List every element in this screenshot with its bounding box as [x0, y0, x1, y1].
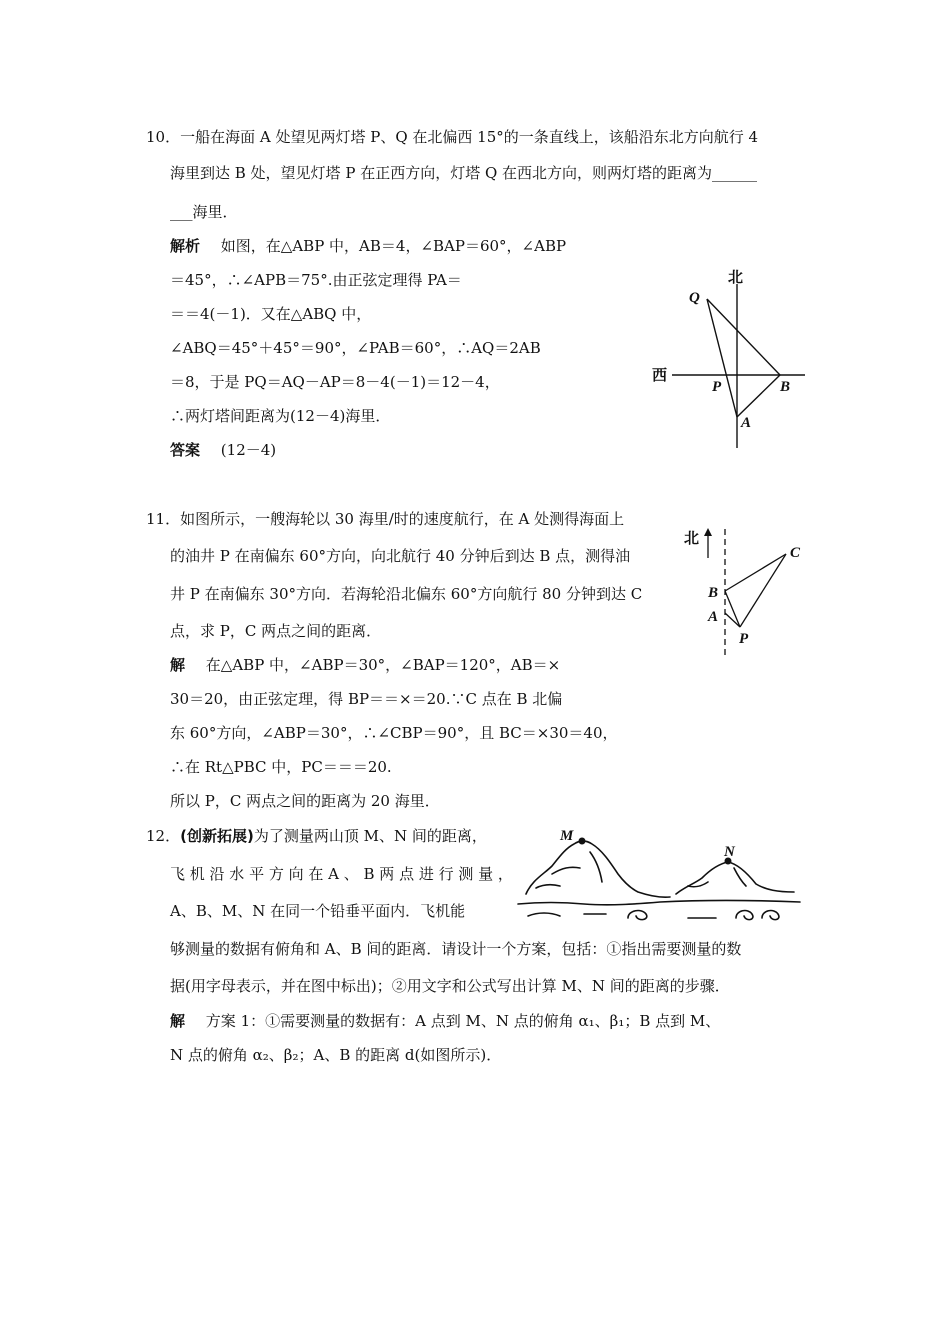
p11-line-4: 点，求 P，C 两点之间的距离．	[170, 622, 382, 640]
p11-solution-row-1	[170, 655, 560, 675]
p10-label-B: B	[780, 379, 791, 395]
p10-line-AB	[737, 375, 780, 417]
p10-line-QB	[707, 299, 780, 375]
p12-horizon-line	[518, 901, 800, 905]
p12-solution-row-1	[170, 1011, 720, 1031]
p11-solution-text-1: 在△ABP 中，∠ABP＝30°，∠BAP＝120°，AB＝×	[205, 656, 561, 674]
p11-line-2: 的油井 P 在南偏东 60°方向，向北航行 40 分钟后到达 B 点，测得油	[170, 547, 631, 565]
p12-point-M	[579, 838, 586, 845]
p10-answer-value: (12－4)	[220, 441, 277, 459]
p12-line-3: A、B、M、N 在同一个铅垂平面内．飞机能	[170, 902, 466, 920]
p12-line-1-text: 为了测量两山顶 M、N 间的距离，	[253, 827, 487, 845]
p10-line-QA	[707, 299, 737, 417]
p11-north-arrow-icon	[704, 528, 712, 536]
p10-answer-label: 答案	[170, 441, 201, 459]
p12-solution-label: 解	[170, 1012, 186, 1030]
p12-wave-6	[762, 911, 779, 920]
p11-line-CP	[740, 554, 786, 627]
p10-solution-row-1	[170, 236, 566, 256]
p12-line-5: 据(用字母表示，并在图中标出)；②用文字和公式写出计算 M、N 间的距离的步骤．	[170, 977, 730, 995]
p10-label-P: P	[712, 379, 722, 395]
p12-mountain-figure	[510, 822, 810, 927]
p10-solution-label: 解析	[170, 237, 201, 255]
p11-line-BP	[725, 591, 740, 627]
p12-mountain-M-ridge-2	[590, 852, 602, 882]
p12-tag: (创新拓展)	[180, 827, 254, 845]
p11-label-A: A	[708, 609, 719, 625]
p10-solution-text-4: ∠ABQ＝45°＋45°＝90°，∠PAB＝60°，∴AQ＝2AB	[170, 339, 541, 357]
p11-figure	[678, 523, 813, 663]
p12-line-1	[146, 826, 487, 846]
p12-number: 12．	[146, 827, 181, 845]
p10-label-Q: Q	[689, 290, 700, 306]
p12-wave-5	[736, 911, 753, 920]
p10-solution-text-2: ＝45°，∴∠APB＝75°.由正弦定理得 PA＝	[170, 271, 462, 289]
p12-label-M: M	[560, 828, 574, 844]
p12-solution-text-2: N 点的俯角 α₂、β₂；A、B 的距离 d(如图所示)．	[170, 1046, 502, 1064]
p11-label-north: 北	[684, 529, 700, 547]
p11-solution-text-3: 东 60°方向，∠ABP＝30°，∴∠CBP＝90°，且 BC＝×30＝40，	[170, 724, 618, 742]
p10-line-1: 10．一船在海面 A 处望见两灯塔 P、Q 在北偏西 15°的一条直线上，该船沿东北方向航行 4	[146, 128, 759, 146]
p10-solution-text-5: ＝8，于是 PQ＝AQ－AP＝8－4(－1)＝12－4，	[170, 373, 500, 391]
p12-wave-3	[628, 911, 647, 920]
p11-line-1: 11．如图所示，一艘海轮以 30 海里/时的速度航行，在 A 处测得海面上	[146, 510, 625, 528]
p11-solution-text-4: ∴在 Rt△PBC 中，PC＝＝＝20.	[170, 758, 392, 776]
p12-label-N: N	[724, 844, 735, 860]
p10-figure	[640, 262, 820, 452]
p12-wave-1	[528, 913, 560, 916]
p10-label-west: 西	[652, 366, 668, 384]
p12-solution-text-1: 方案 1：①需要测量的数据有：A 点到 M、N 点的俯角 α₁、β₁；B 点到 M、	[205, 1012, 721, 1030]
p11-line-BC	[725, 554, 786, 591]
p12-mountain-N-outline	[676, 862, 794, 894]
p10-label-A: A	[741, 415, 752, 431]
p12-line-4: 够测量的数据有俯角和 A、B 间的距离．请设计一个方案，包括：①指出需要测量的数	[170, 940, 742, 958]
p11-label-B: B	[708, 585, 719, 601]
p11-solution-text-5: 所以 P，C 两点之间的距离为 20 海里．	[170, 792, 440, 810]
p10-solution-text-6: ∴两灯塔间距离为(12－4)海里．	[170, 407, 391, 425]
p10-line-3: ___海里．	[170, 203, 238, 221]
p11-label-P: P	[739, 631, 749, 647]
p10-line-2: 海里到达 B 处，望见灯塔 P 在正西方向，灯塔 Q 在西北方向，则两灯塔的距离为______	[170, 164, 758, 182]
p12-mountain-M-ridge-3	[536, 885, 560, 888]
p10-solution-text-1: 如图，在△ABP 中，AB＝4，∠BAP＝60°，∠ABP	[220, 237, 567, 255]
p10-answer-row	[170, 440, 276, 460]
p10-solution-text-3: ＝＝4(－1)．又在△ABQ 中，	[170, 305, 372, 323]
p10-label-north: 北	[728, 268, 744, 286]
p11-line-3: 井 P 在南偏东 30°方向．若海轮沿北偏东 60°方向航行 80 分钟到达 C	[170, 585, 643, 603]
p11-label-C: C	[790, 545, 801, 561]
p12-mountain-M-ridge-1	[552, 867, 580, 874]
p12-line-2: 飞 机 沿 水 平 方 向 在 A 、 B 两 点 进 行 测 量 ，	[170, 865, 513, 883]
p11-solution-text-2: 30＝20，由正弦定理，得 BP＝＝×＝20.∵C 点在 B 北偏	[170, 690, 563, 708]
p11-solution-label: 解	[170, 656, 186, 674]
